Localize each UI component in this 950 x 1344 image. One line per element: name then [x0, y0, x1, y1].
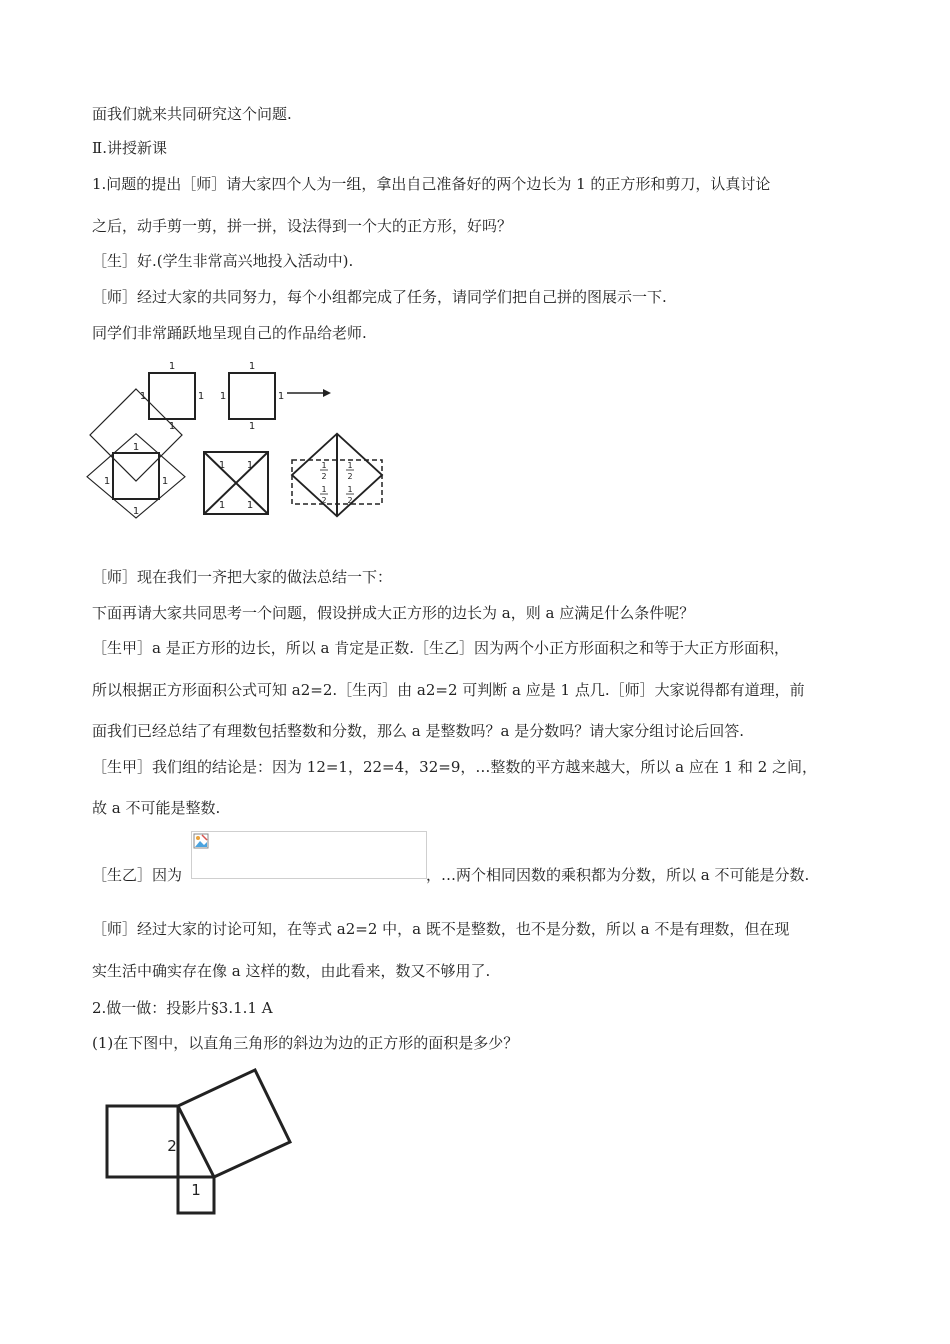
text-line: 之后，动手剪一剪，拼一拼，设法得到一个大的正方形，好吗？: [92, 217, 513, 235]
fraction-denominator: 2: [347, 496, 353, 505]
text-line: ，…两个相同因数的乘积都为分数，所以 a 不可能是分数.: [426, 866, 810, 884]
fraction-denominator: 2: [321, 472, 327, 481]
label-one: 1: [246, 500, 254, 511]
broken-image-icon: [193, 833, 209, 849]
label-one: 1: [277, 391, 285, 402]
label-one: 1: [218, 500, 226, 511]
fraction-numerator: 1: [321, 461, 327, 470]
unit-square-1: [149, 373, 195, 419]
rearranged-squares-figure: [85, 432, 395, 522]
text-line: 1.问题的提出［师］请大家四个人为一组，拿出自己准备好的两个边长为 1 的正方形和剪刀，认真讨论: [92, 175, 771, 193]
text-line: ［师］现在我们一齐把大家的做法总结一下：: [92, 568, 393, 586]
text-line: ［生］好.(学生非常高兴地投入活动中).: [92, 252, 354, 270]
fraction-denominator: 2: [321, 496, 327, 505]
text-line: (1)在下图中，以直角三角形的斜边为边的正方形的面积是多少？: [92, 1034, 519, 1052]
label-one: 1: [197, 391, 205, 402]
text-line: 面我们就来共同研究这个问题.: [92, 105, 292, 123]
label-one: 1: [161, 476, 169, 487]
text-line: 下面再请大家共同思考一个问题，假设拼成大正方形的边长为 a，则 a 应满足什么条件呢？: [92, 604, 695, 622]
text-line: ［生甲］a 是正方形的边长，所以 a 肯定是正数.［生乙］因为两个小正方形面积之和等于大正方形面积，: [92, 639, 789, 657]
text-line: ［生甲］我们组的结论是：因为 12=1，22=4，32=9，…整数的平方越来越大，所以 a 应在 1 和 2 之间，: [92, 758, 818, 776]
fraction-numerator: 1: [347, 485, 353, 494]
label-one: 1: [139, 391, 147, 402]
right-triangle-squares-figure: [100, 1065, 300, 1220]
label-one: 1: [132, 506, 140, 517]
text-line: ［生乙］因为: [92, 866, 183, 884]
text-line: 2.做一做：投影片§3.1.1 A: [92, 999, 273, 1017]
text-line: ［师］经过大家的讨论可知，在等式 a2=2 中，a 既不是整数，也不是分数，所以 a 不是有理数，但在现: [92, 920, 790, 938]
text-line: 实生活中确实存在像 a 这样的数，由此看来，数又不够用了.: [92, 962, 491, 980]
label-one: 1: [168, 421, 176, 432]
label-one: 1: [219, 391, 227, 402]
label-one: 1: [103, 476, 111, 487]
arrow-head: [323, 389, 331, 397]
triangle-hypotenuse: [178, 1106, 214, 1177]
broken-image-placeholder: [191, 831, 427, 879]
text-line: 同学们非常踊跃地呈现自己的作品给老师.: [92, 324, 367, 342]
side-label-1: 1: [191, 1181, 201, 1199]
unit-square-2: [229, 373, 275, 419]
label-one: 1: [168, 361, 176, 372]
text-line: 故 a 不可能是整数.: [92, 799, 221, 817]
text-line: 所以根据正方形面积公式可知 a2=2.［生丙］由 a2=2 可判断 a 应是 1 点几.［师］大家说得都有道理，前: [92, 681, 805, 699]
label-one: 1: [218, 460, 226, 471]
label-one: 1: [246, 460, 254, 471]
side-label-2: 2: [167, 1137, 177, 1155]
fraction-numerator: 1: [347, 461, 353, 470]
inner-square: [113, 453, 159, 499]
section-heading: Ⅱ.讲授新课: [92, 139, 167, 157]
text-line: ［师］经过大家的共同努力，每个小组都完成了任务，请同学们把自己拼的图展示一下.: [92, 288, 667, 306]
label-one: 1: [248, 421, 256, 432]
label-one: 1: [248, 361, 256, 372]
hypotenuse-square: [178, 1070, 290, 1177]
label-one: 1: [132, 442, 140, 453]
text-line: 面我们已经总结了有理数包括整数和分数，那么 a 是整数吗？a 是分数吗？请大家分组讨论后回答.: [92, 722, 744, 740]
fraction-denominator: 2: [347, 472, 353, 481]
fraction-numerator: 1: [321, 485, 327, 494]
